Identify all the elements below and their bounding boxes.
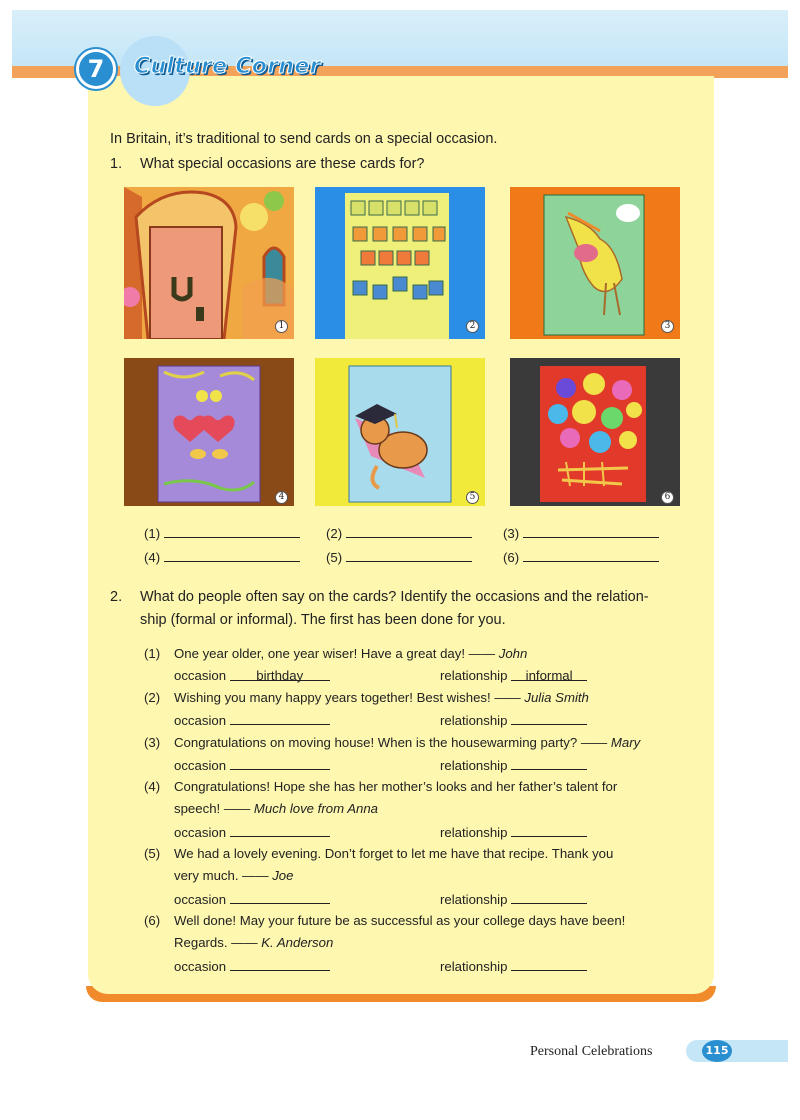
item-1-relationship bbox=[440, 667, 587, 685]
relationship-label: relationship bbox=[440, 892, 508, 907]
blank-label: (4) bbox=[144, 550, 161, 565]
intro-text: In Britain, it’s traditional to send cards on a special occasion. bbox=[110, 131, 498, 147]
signature: Joe bbox=[272, 868, 294, 883]
occasion-answer[interactable] bbox=[230, 890, 330, 904]
message-text: very much. —— bbox=[174, 868, 269, 883]
occasion-answer[interactable] bbox=[230, 823, 330, 837]
item-5-occasion bbox=[174, 890, 330, 909]
answer-line[interactable] bbox=[164, 548, 300, 562]
message-text: Wishing you many happy years together! Best wishes! —— bbox=[174, 690, 521, 705]
relationship-answer[interactable] bbox=[511, 823, 587, 837]
signature: Much love from Anna bbox=[253, 801, 379, 816]
relationship-label: relationship bbox=[440, 959, 508, 974]
item-5-relationship bbox=[440, 890, 587, 909]
card-number-badge: 5 bbox=[466, 491, 479, 504]
q2-line-2: ship (formal or informal). The first has been done for you. bbox=[140, 612, 506, 628]
relationship-label: relationship bbox=[440, 758, 508, 773]
item-1-number: (1) bbox=[144, 646, 161, 661]
answer-line[interactable] bbox=[164, 524, 300, 538]
blank-3[interactable] bbox=[503, 524, 659, 543]
item-2-number: (2) bbox=[144, 690, 161, 705]
blank-label: (1) bbox=[144, 526, 161, 541]
blank-1[interactable] bbox=[144, 524, 300, 543]
item-5-text-2 bbox=[174, 867, 293, 885]
page-number: 115 bbox=[702, 1040, 732, 1062]
graduation-cat-card-icon bbox=[315, 358, 485, 506]
chapter-footer: Personal Celebrations bbox=[530, 1044, 653, 1059]
item-4-occasion bbox=[174, 823, 330, 842]
occasion-answer[interactable] bbox=[230, 756, 330, 770]
card-2 bbox=[315, 187, 485, 339]
item-4-relationship bbox=[440, 823, 587, 842]
relationship-answer[interactable] bbox=[511, 890, 587, 904]
item-4-text-1: Congratulations! Hope she has her mother’s looks and her father’s talent for bbox=[174, 779, 618, 794]
message-text: speech! —— bbox=[174, 801, 251, 816]
signature: K. Anderson bbox=[261, 935, 334, 950]
blank-label: (6) bbox=[503, 550, 520, 565]
card-number-badge: 4 bbox=[275, 491, 288, 504]
card-1 bbox=[124, 187, 294, 339]
answer-line[interactable] bbox=[346, 548, 472, 562]
occasion-answer[interactable] bbox=[230, 957, 330, 971]
signature: Julia Smith bbox=[524, 690, 589, 705]
relationship-answer[interactable]: informal bbox=[511, 667, 587, 681]
answer-line[interactable] bbox=[346, 524, 472, 538]
card-number-badge: 2 bbox=[466, 320, 479, 333]
blank-label: (5) bbox=[326, 550, 343, 565]
card-3 bbox=[510, 187, 680, 339]
occasion-label: occasion bbox=[174, 892, 227, 907]
occasion-answer[interactable] bbox=[230, 711, 330, 725]
q2-line-1: What do people often say on the cards? Identify the occasions and the relation- bbox=[140, 589, 649, 605]
occasion-label: occasion bbox=[174, 825, 227, 840]
item-6-occasion bbox=[174, 957, 330, 976]
occasion-label: occasion bbox=[174, 713, 227, 728]
blank-label: (3) bbox=[503, 526, 520, 541]
section-title: Culture Corner bbox=[134, 54, 321, 79]
signature: John bbox=[498, 646, 528, 661]
item-3-number: (3) bbox=[144, 735, 161, 750]
item-6-number: (6) bbox=[144, 913, 161, 928]
item-2-relationship bbox=[440, 711, 587, 730]
card-number-badge: 6 bbox=[661, 491, 674, 504]
item-3-occasion bbox=[174, 756, 330, 775]
item-3-text bbox=[174, 734, 640, 752]
occasion-label: occasion bbox=[174, 758, 227, 773]
thanks-flowers-card-icon bbox=[510, 358, 680, 506]
happy-birthday-card-icon bbox=[315, 187, 485, 339]
item-2-text bbox=[174, 689, 589, 707]
answer-line[interactable] bbox=[523, 524, 659, 538]
item-4-number: (4) bbox=[144, 779, 161, 794]
item-4-text-2 bbox=[174, 800, 378, 818]
card-4 bbox=[124, 358, 294, 510]
item-3-relationship bbox=[440, 756, 587, 775]
signature: Mary bbox=[610, 735, 641, 750]
relationship-label: relationship bbox=[440, 825, 508, 840]
relationship-answer[interactable] bbox=[511, 711, 587, 725]
relationship-answer[interactable] bbox=[511, 756, 587, 770]
blank-6[interactable] bbox=[503, 548, 659, 567]
item-2-occasion bbox=[174, 711, 330, 730]
occasion-label: occasion bbox=[174, 959, 227, 974]
item-5-number: (5) bbox=[144, 846, 161, 861]
message-text: Congratulations on moving house! When is the housewarming party? —— bbox=[174, 735, 608, 750]
blank-5[interactable] bbox=[326, 548, 472, 567]
message-text: Regards. —— bbox=[174, 935, 258, 950]
occasion-answer[interactable]: birthday bbox=[230, 667, 330, 681]
occasion-label: occasion bbox=[174, 668, 227, 683]
blank-2[interactable] bbox=[326, 524, 472, 543]
relationship-label: relationship bbox=[440, 713, 508, 728]
card-5 bbox=[315, 358, 485, 510]
item-1-text bbox=[174, 645, 527, 663]
card-6 bbox=[510, 358, 680, 510]
blank-4[interactable] bbox=[144, 548, 300, 567]
hearts-wedding-card-icon bbox=[124, 358, 294, 506]
section-number-badge: 7 bbox=[76, 49, 116, 89]
item-6-relationship bbox=[440, 957, 587, 976]
horseshoe-door-card-icon bbox=[124, 187, 294, 339]
answer-line[interactable] bbox=[523, 548, 659, 562]
item-1-occasion bbox=[174, 667, 330, 685]
relationship-label: relationship bbox=[440, 668, 508, 683]
q2-number: 2. bbox=[110, 589, 123, 605]
q1-number: 1. bbox=[110, 156, 123, 172]
item-5-text-1: We had a lovely evening. Don’t forget to let me have that recipe. Thank you bbox=[174, 846, 614, 861]
item-6-text-2 bbox=[174, 934, 333, 952]
card-number-badge: 1 bbox=[275, 320, 288, 333]
item-6-text-1: Well done! May your future be as successful as your college days have been! bbox=[174, 913, 626, 928]
relationship-answer[interactable] bbox=[511, 957, 587, 971]
stork-baby-card-icon bbox=[510, 187, 680, 339]
message-text: One year older, one year wiser! Have a great day! —— bbox=[174, 646, 496, 661]
q1-text: What special occasions are these cards for? bbox=[140, 156, 425, 172]
blank-label: (2) bbox=[326, 526, 343, 541]
card-number-badge: 3 bbox=[661, 320, 674, 333]
